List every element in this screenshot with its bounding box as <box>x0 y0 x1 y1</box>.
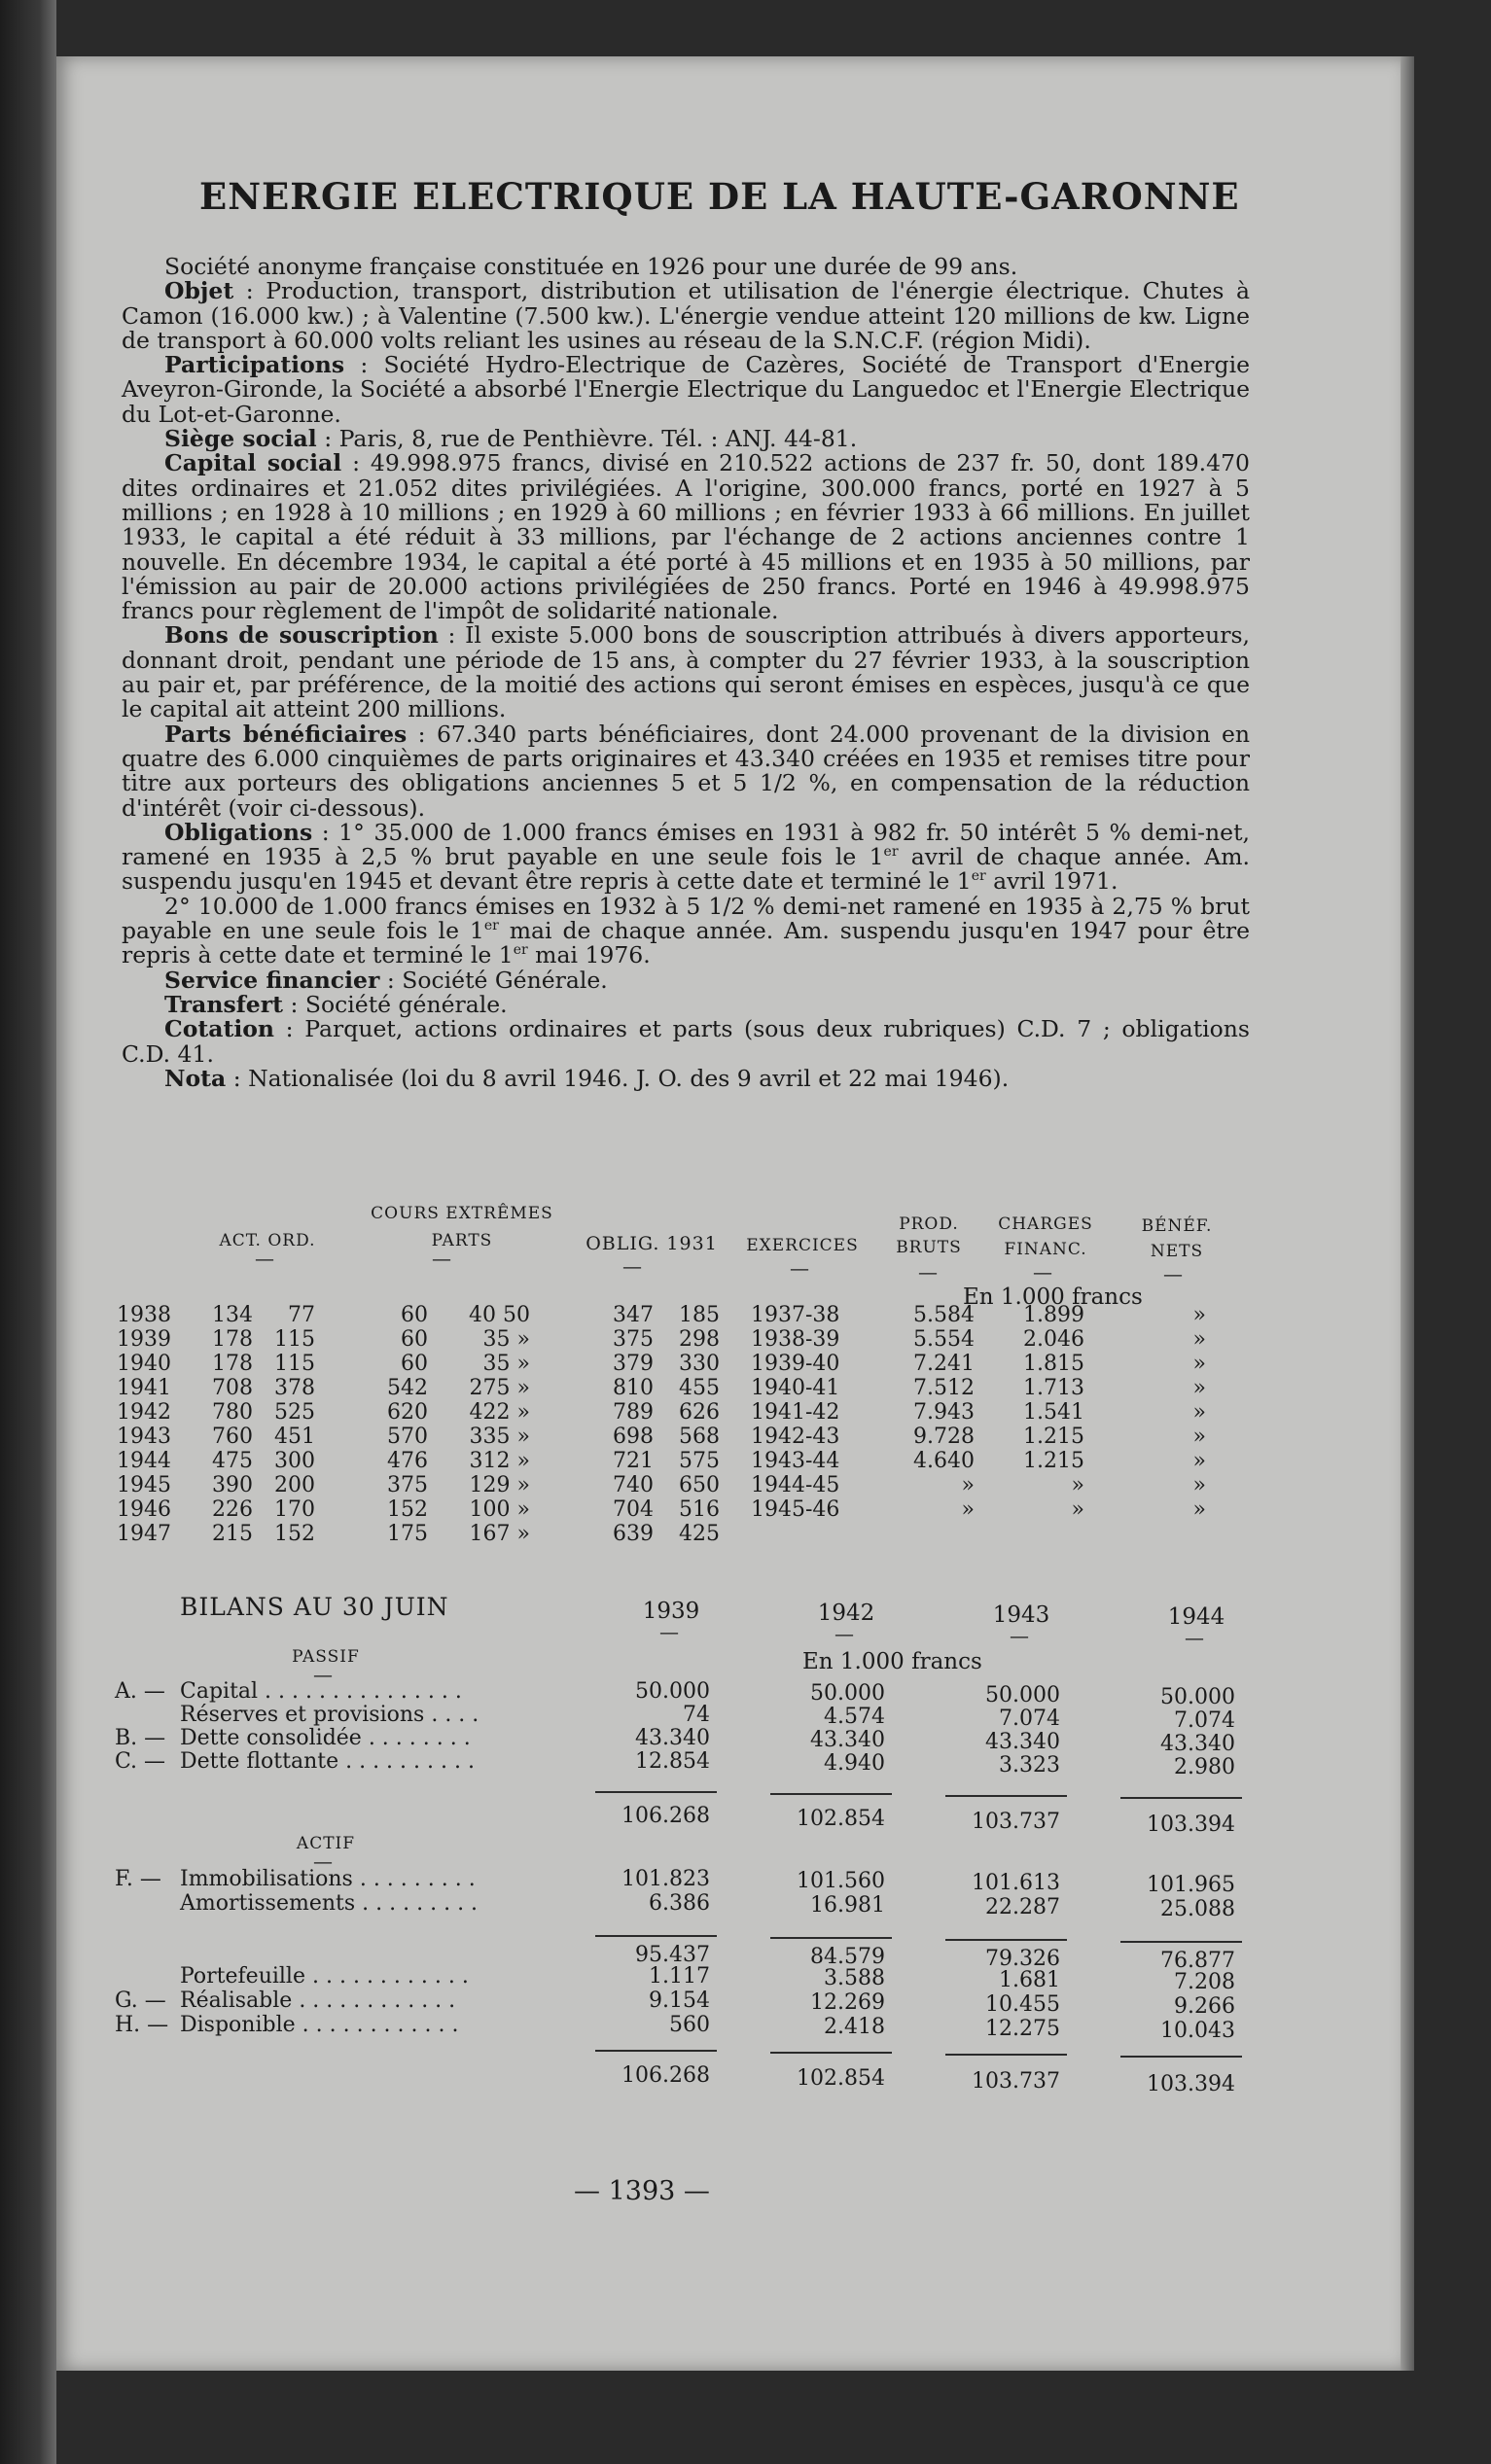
subtotal-rule <box>1120 1941 1242 1943</box>
paragraph <box>122 1064 1250 1092</box>
year-header-rule: — <box>1010 1624 1029 1647</box>
paragraph-text: : Nationalisée (loi du 8 avril 1946. J. O. des 9 avril et 22 mai 1946). <box>226 1064 1010 1092</box>
table-cell: 626 <box>679 1400 720 1425</box>
paragraph <box>122 1017 1250 1067</box>
row-value: 50.000 <box>985 1683 1060 1707</box>
row-label <box>180 1891 478 1916</box>
table-cell: 185 <box>679 1303 720 1327</box>
table-cell: 178 <box>212 1352 253 1376</box>
paragraph-label: Parts bénéficiaires <box>164 720 408 748</box>
header-rule: — <box>918 1260 938 1284</box>
row-label <box>180 1679 462 1704</box>
table-cell: 1943-44 <box>751 1449 840 1473</box>
leader-dots: . . . . <box>424 1703 479 1727</box>
table-cell: 40 50 <box>469 1303 530 1327</box>
table-cell: » <box>1192 1303 1206 1327</box>
total-rule <box>945 2054 1067 2056</box>
table-cell: 7.512 <box>913 1376 975 1400</box>
table-cell: 167 » <box>469 1522 530 1546</box>
table-cell: 525 <box>274 1400 315 1425</box>
row-letter: F. — <box>115 1867 161 1891</box>
table-cell: 375 <box>387 1473 428 1497</box>
table-cell: 1938-39 <box>751 1327 840 1352</box>
table-cell: 152 <box>274 1522 315 1546</box>
total-rule <box>595 2050 717 2052</box>
row-letter: A. — <box>115 1679 165 1704</box>
table-cell: 451 <box>274 1425 315 1449</box>
table-cell: » <box>1071 1473 1084 1497</box>
year-header: 1942 <box>817 1601 875 1626</box>
page-title: ENERGIE ELECTRIQUE DE LA HAUTE-GARONNE <box>199 175 1240 218</box>
paragraph-label: Siège social <box>164 425 317 453</box>
year-header-rule: — <box>1185 1626 1204 1649</box>
paragraph <box>122 353 1250 427</box>
paragraph-text: : 1° 35.000 de 1.000 francs émises en 1931 à 982 fr. 50 intérêt 5 % demi-net, ramené en 1935 à 2,5 % brut payable en une seule fois le 1er avril de chaque année. Am. suspendu jusqu'en 1945 et devant être repris à cette date et terminé le 1er avril 1971. <box>122 818 1250 896</box>
col-header-prod-2: BRUTS <box>896 1238 962 1257</box>
year-header: 1943 <box>992 1602 1050 1628</box>
actif-rule: — <box>313 1849 333 1873</box>
paragraph <box>122 968 1250 993</box>
table-cell: 226 <box>212 1497 253 1522</box>
table-cell: 347 <box>613 1303 654 1327</box>
table-cell: 335 » <box>469 1425 530 1449</box>
paragraph <box>122 892 1250 969</box>
row-value: 50.000 <box>635 1679 710 1704</box>
paragraph <box>122 279 1250 353</box>
row-value: 101.823 <box>621 1867 710 1891</box>
actif-net-value: 79.326 <box>985 1947 1060 1971</box>
col-header-exercices: EXERCICES <box>746 1236 859 1255</box>
table-cell: 1945 <box>117 1473 171 1497</box>
table-cell: 152 <box>387 1497 428 1522</box>
table-cell: 704 <box>613 1497 654 1522</box>
row-value: 43.340 <box>985 1730 1060 1754</box>
leader-dots: . . . . . . . . <box>361 1726 471 1750</box>
table-cell: 129 » <box>469 1473 530 1497</box>
paragraph-text: : Il existe 5.000 bons de souscription attribués à divers apporteurs, donnant droit, pendant une période de 15 ans, à compter du 27 février 1933, à la souscription au pair et, par préférence, de la moitié des actions qui seront émises en espèces, jusqu'à ce que le capital ait atteint 200 millions. <box>122 621 1250 723</box>
table-cell: 542 <box>387 1376 428 1400</box>
actif-total: 103.737 <box>972 2069 1060 2094</box>
row-value: 50.000 <box>810 1681 885 1706</box>
table-cell: 100 » <box>469 1497 530 1522</box>
table-cell: 2.046 <box>1023 1327 1084 1352</box>
paragraph-text: : Société Générale. <box>379 966 608 994</box>
paragraph-label: Nota <box>164 1064 227 1092</box>
row-value: 22.287 <box>985 1895 1060 1919</box>
paragraph <box>122 990 1250 1018</box>
row-value: 43.340 <box>810 1728 885 1752</box>
paragraph-text: : Paris, 8, rue de Penthièvre. Tél. : ANJ. 44-81. <box>316 425 858 453</box>
leader-dots: . . . . . . . . . . . . <box>292 1989 456 2013</box>
year-header: 1944 <box>1167 1604 1225 1630</box>
passif-total: 102.854 <box>797 1807 885 1831</box>
table-cell: » <box>961 1473 975 1497</box>
row-value: 101.613 <box>972 1871 1060 1895</box>
row-value: 16.981 <box>810 1893 885 1918</box>
col-header-cours: COURS EXTRÊMES <box>371 1204 553 1223</box>
row-value: 2.418 <box>824 2015 885 2039</box>
col-header-benef: BÉNÉF. <box>1141 1216 1213 1236</box>
row-value: 6.386 <box>649 1891 710 1916</box>
table-cell: 35 » <box>482 1352 530 1376</box>
actif-total: 106.268 <box>621 2063 710 2088</box>
paragraph-label: Bons de souscription <box>164 621 439 650</box>
row-letter: H. — <box>115 2013 169 2037</box>
row-value: 25.088 <box>1160 1897 1235 1921</box>
table-cell: 568 <box>679 1425 720 1449</box>
col-header-act-ord: ACT. ORD. <box>219 1231 316 1250</box>
row-value: 12.269 <box>810 1990 885 2015</box>
paragraph-text: 2° 10.000 de 1.000 francs émises en 1932 à 5 1/2 % demi-net ramené en 1935 à 2,75 % brut payable en une seule fois le 1er mai de chaque année. Am. suspendu jusqu'en 1947 pour être repris à cette date et terminé le 1er mai 1976. <box>122 892 1250 969</box>
table-cell: 650 <box>679 1473 720 1497</box>
table-cell: 1943 <box>117 1425 171 1449</box>
table-cell: 330 <box>679 1352 720 1376</box>
table-cell: » <box>1192 1400 1206 1425</box>
table-cell: 134 <box>212 1303 253 1327</box>
row-label <box>180 1964 469 1989</box>
row-label-text: Disponible <box>180 2013 296 2037</box>
paragraph-label: Objet <box>164 277 234 305</box>
row-value: 7.074 <box>999 1707 1060 1731</box>
table-cell: 1945-46 <box>751 1497 840 1522</box>
total-rule <box>595 1791 717 1793</box>
paragraph-text: : Société générale. <box>283 990 508 1018</box>
row-value: 7.074 <box>1174 1708 1235 1733</box>
company-description <box>122 255 1250 1091</box>
table-cell: 1944-45 <box>751 1473 840 1497</box>
table-cell: 575 <box>679 1449 720 1473</box>
row-label <box>180 1703 479 1727</box>
table-cell: 300 <box>274 1449 315 1473</box>
table-cell: 639 <box>613 1522 654 1546</box>
table-cell: 312 » <box>469 1449 530 1473</box>
total-rule <box>770 2052 892 2054</box>
table-cell: 378 <box>274 1376 315 1400</box>
table-cell: 1940-41 <box>751 1376 840 1400</box>
table-cell: 215 <box>212 1522 253 1546</box>
table-cell: 170 <box>274 1497 315 1522</box>
actif-total: 103.394 <box>1147 2072 1235 2096</box>
actif-net-value: 95.437 <box>635 1943 710 1967</box>
paragraph-label: Service financier <box>164 966 380 994</box>
row-value: 7.208 <box>1174 1970 1235 1994</box>
row-value: 101.965 <box>1147 1873 1235 1897</box>
table-cell: 476 <box>387 1449 428 1473</box>
row-label-text: Réserves et provisions <box>180 1703 425 1727</box>
year-header-rule: — <box>834 1622 854 1645</box>
row-value: 9.154 <box>649 1989 710 2013</box>
paragraph-text: : 67.340 parts bénéficiaires, dont 24.000 provenant de la division en quatre des 6.000 cinquièmes de parts originaires et 43.340 créées en 1935 et remises titre pour titre aux porteurs des obligations anciennes 5 et 5 1/2 %, en compensation de la réduction d'intérêt (voir ci-dessous). <box>122 720 1250 822</box>
row-label <box>180 1726 471 1750</box>
col-header-charges: CHARGES <box>998 1214 1093 1234</box>
row-value: 4.574 <box>824 1705 885 1729</box>
table-cell: 1939-40 <box>751 1352 840 1376</box>
row-label <box>180 1867 476 1891</box>
row-value: 10.455 <box>985 1992 1060 2017</box>
row-value: 1.117 <box>649 1964 710 1989</box>
table-cell: 760 <box>212 1425 253 1449</box>
row-value: 74 <box>683 1703 710 1727</box>
paragraph <box>122 255 1250 279</box>
table-cell: 1941-42 <box>751 1400 840 1425</box>
book-binding <box>0 0 56 2464</box>
table-cell: 789 <box>613 1400 654 1425</box>
table-cell: 1944 <box>117 1449 171 1473</box>
header-rule: — <box>622 1254 642 1278</box>
subtotal-rule <box>770 1937 892 1939</box>
table-cell: 455 <box>679 1376 720 1400</box>
header-rule: — <box>790 1256 809 1280</box>
table-cell: » <box>1071 1497 1084 1522</box>
table-cell: 60 <box>401 1352 428 1376</box>
table-cell: » <box>1192 1425 1206 1449</box>
row-value: 560 <box>669 2013 710 2037</box>
table-cell: 1938 <box>117 1303 171 1327</box>
col-header-benef-2: NETS <box>1150 1242 1204 1261</box>
table-cell: 1941 <box>117 1376 171 1400</box>
row-letter: C. — <box>115 1749 166 1774</box>
col-header-oblig: OBLIG. 1931 <box>586 1233 718 1254</box>
table-cell: » <box>1192 1376 1206 1400</box>
table-cell: 1946 <box>117 1497 171 1522</box>
paragraph-label: Capital social <box>164 449 342 477</box>
header-rule: — <box>255 1247 274 1270</box>
paragraph-text: : Parquet, actions ordinaires et parts (sous deux rubriques) C.D. 7 ; obligations C.D. 41. <box>122 1015 1250 1068</box>
actif-net-value: 76.877 <box>1160 1949 1235 1973</box>
page-number: — 1393 — <box>574 2176 710 2206</box>
row-label <box>180 2013 458 2037</box>
table-cell: 1947 <box>117 1522 171 1546</box>
col-header-prod: PROD. <box>899 1214 959 1234</box>
paragraph-label: Participations <box>164 351 345 379</box>
paragraph <box>122 722 1250 821</box>
actif-net-value: 84.579 <box>810 1945 885 1969</box>
table-cell: 425 <box>679 1522 720 1546</box>
row-value: 9.266 <box>1174 1994 1235 2019</box>
row-label-text: Amortissements <box>180 1891 356 1916</box>
header-rule: — <box>432 1247 451 1270</box>
paragraph <box>122 623 1250 722</box>
row-value: 43.340 <box>1160 1732 1235 1756</box>
table-cell: 77 <box>288 1303 315 1327</box>
row-value: 1.681 <box>999 1968 1060 1992</box>
paragraph-text: Société anonyme française constituée en 1926 pour une durée de 99 ans. <box>164 253 1018 280</box>
table-cell: 708 <box>212 1376 253 1400</box>
total-rule <box>1120 1797 1242 1799</box>
total-rule <box>945 1795 1067 1797</box>
paragraph-label: Cotation <box>164 1015 275 1043</box>
row-label-text: Portefeuille <box>180 1964 305 1989</box>
col-header-parts: PARTS <box>431 1231 493 1250</box>
row-value: 12.854 <box>635 1749 710 1774</box>
row-label <box>180 1989 455 2013</box>
row-value: 3.588 <box>824 1966 885 1990</box>
row-label-text: Dette consolidée <box>180 1726 362 1750</box>
table-cell: » <box>1192 1352 1206 1376</box>
subtotal-rule <box>595 1935 717 1937</box>
table-cell: 379 <box>613 1352 654 1376</box>
table-cell: » <box>961 1497 975 1522</box>
row-letter: G. — <box>115 1989 166 2013</box>
row-value: 10.043 <box>1160 2019 1235 2043</box>
subtotal-rule <box>945 1939 1067 1941</box>
row-value: 2.980 <box>1174 1755 1235 1779</box>
table-cell: 178 <box>212 1327 253 1352</box>
table-cell: 1942 <box>117 1400 171 1425</box>
passif-total: 103.394 <box>1147 1813 1235 1837</box>
row-label-text: Réalisable <box>180 1989 293 2013</box>
leader-dots: . . . . . . . . . . . . . . . <box>258 1679 462 1704</box>
table-cell: 275 » <box>469 1376 530 1400</box>
table-cell: 1.899 <box>1023 1303 1084 1327</box>
table-cell: 570 <box>387 1425 428 1449</box>
actif-label: ACTIF <box>296 1834 356 1853</box>
leader-dots: . . . . . . . . . . . . <box>295 2013 459 2037</box>
table-cell: 390 <box>212 1473 253 1497</box>
table-cell: 780 <box>212 1400 253 1425</box>
paragraph-text: : Production, transport, distribution et utilisation de l'énergie électrique. Chutes à Camon (16.000 kw.) ; à Valentine (7.500 kw.). L'énergie vendue atteint 120 millions de kw. Ligne de transport à 60.000 volts reliant les usines au réseau de la S.N.C.F. (région Midi). <box>122 277 1250 354</box>
table-cell: 1939 <box>117 1327 171 1352</box>
table-cell: 1.713 <box>1023 1376 1084 1400</box>
leader-dots: . . . . . . . . . . <box>338 1749 475 1774</box>
table-cell: 740 <box>613 1473 654 1497</box>
row-label <box>180 1749 475 1774</box>
bilans-title: BILANS AU 30 JUIN <box>180 1593 449 1621</box>
table-cell: 698 <box>613 1425 654 1449</box>
header-rule: — <box>1163 1262 1183 1285</box>
paragraph <box>122 451 1250 623</box>
header-rule: — <box>1033 1260 1052 1284</box>
year-header-rule: — <box>659 1620 679 1643</box>
row-label-text: Immobilisations <box>180 1867 353 1891</box>
passif-total: 103.737 <box>972 1810 1060 1834</box>
table-cell: 375 <box>613 1327 654 1352</box>
row-value: 12.275 <box>985 2017 1060 2041</box>
paragraph-label: Obligations <box>164 818 313 846</box>
table-cell: 7.943 <box>913 1400 975 1425</box>
table-cell: » <box>1192 1327 1206 1352</box>
paragraph <box>122 427 1250 451</box>
table-cell: 1.541 <box>1023 1400 1084 1425</box>
table-cell: » <box>1192 1497 1206 1522</box>
table-cell: 35 » <box>482 1327 530 1352</box>
table-cell: 9.728 <box>913 1425 975 1449</box>
page-edge <box>1401 56 1414 2371</box>
table-cell: 5.554 <box>913 1327 975 1352</box>
table-cell: 200 <box>274 1473 315 1497</box>
bilans-unit-label: En 1.000 francs <box>802 1649 982 1674</box>
table-cell: 115 <box>274 1352 315 1376</box>
year-header: 1939 <box>642 1599 700 1624</box>
row-value: 43.340 <box>635 1726 710 1750</box>
paragraph <box>122 818 1250 896</box>
leader-dots: . . . . . . . . . <box>352 1867 476 1891</box>
row-label-text: Capital <box>180 1679 259 1704</box>
total-rule <box>1120 2056 1242 2058</box>
leader-dots: . . . . . . . . . <box>355 1891 479 1916</box>
row-value: 50.000 <box>1160 1685 1235 1709</box>
table-cell: 810 <box>613 1376 654 1400</box>
table-cell: 620 <box>387 1400 428 1425</box>
passif-total: 106.268 <box>621 1804 710 1828</box>
table-cell: 1940 <box>117 1352 171 1376</box>
table-cell: 1937-38 <box>751 1303 840 1327</box>
table-cell: 60 <box>401 1303 428 1327</box>
row-value: 3.323 <box>999 1753 1060 1778</box>
table-cell: 1.215 <box>1023 1449 1084 1473</box>
table-cell: 516 <box>679 1497 720 1522</box>
table-cell: 115 <box>274 1327 315 1352</box>
leader-dots: . . . . . . . . . . . . <box>305 1964 469 1989</box>
table-cell: 7.241 <box>913 1352 975 1376</box>
paragraph-label: Transfert <box>164 990 283 1018</box>
table-cell: 5.584 <box>913 1303 975 1327</box>
row-value: 4.940 <box>824 1751 885 1776</box>
unit-label: En 1.000 francs <box>963 1285 1143 1310</box>
table-cell: 60 <box>401 1327 428 1352</box>
table-cell: » <box>1192 1473 1206 1497</box>
table-cell: 422 » <box>469 1400 530 1425</box>
table-cell: 1.815 <box>1023 1352 1084 1376</box>
row-label-text: Dette flottante <box>180 1749 339 1774</box>
table-cell: 175 <box>387 1522 428 1546</box>
col-header-charges-2: FINANC. <box>1004 1240 1087 1259</box>
row-letter: B. — <box>115 1726 166 1750</box>
table-cell: 721 <box>613 1449 654 1473</box>
total-rule <box>770 1793 892 1795</box>
table-cell: 475 <box>212 1449 253 1473</box>
passif-label: PASSIF <box>292 1647 360 1667</box>
paragraph-text: : 49.998.975 francs, divisé en 210.522 actions de 237 fr. 50, dont 189.470 dites ordinaires et 21.052 dites privilégiées. A l'origine, 300.000 francs, porté en 1927 à 5 millions ; en 1928 à 10 millions ; en 1929 à 60 millions ; en février 1933 à 66 millions. En juillet 1933, le capital a été réduit à 33 millions, par l'échange de 2 actions anciennes contre 1 nouvelle. En décembre 1934, le capital a été porté à 45 millions et en 1935 à 50 millions, par l'émission au pair de 20.000 actions privilégiées de 250 francs. Porté en 1946 à 49.998.975 francs pour règlement de l'impôt de solidarité nationale. <box>122 449 1250 625</box>
actif-total: 102.854 <box>797 2066 885 2091</box>
row-value: 101.560 <box>797 1869 885 1893</box>
table-cell: 4.640 <box>913 1449 975 1473</box>
table-cell: 1942-43 <box>751 1425 840 1449</box>
table-cell: » <box>1192 1449 1206 1473</box>
table-cell: 1.215 <box>1023 1425 1084 1449</box>
passif-rule: — <box>313 1663 333 1686</box>
table-cell: 298 <box>679 1327 720 1352</box>
paragraph-text: : Société Hydro-Electrique de Cazères, Société de Transport d'Energie Aveyron-Gironde, la Société a absorbé l'Energie Electrique du Languedoc et l'Energie Electrique du Lot-et-Garonne. <box>122 351 1250 428</box>
